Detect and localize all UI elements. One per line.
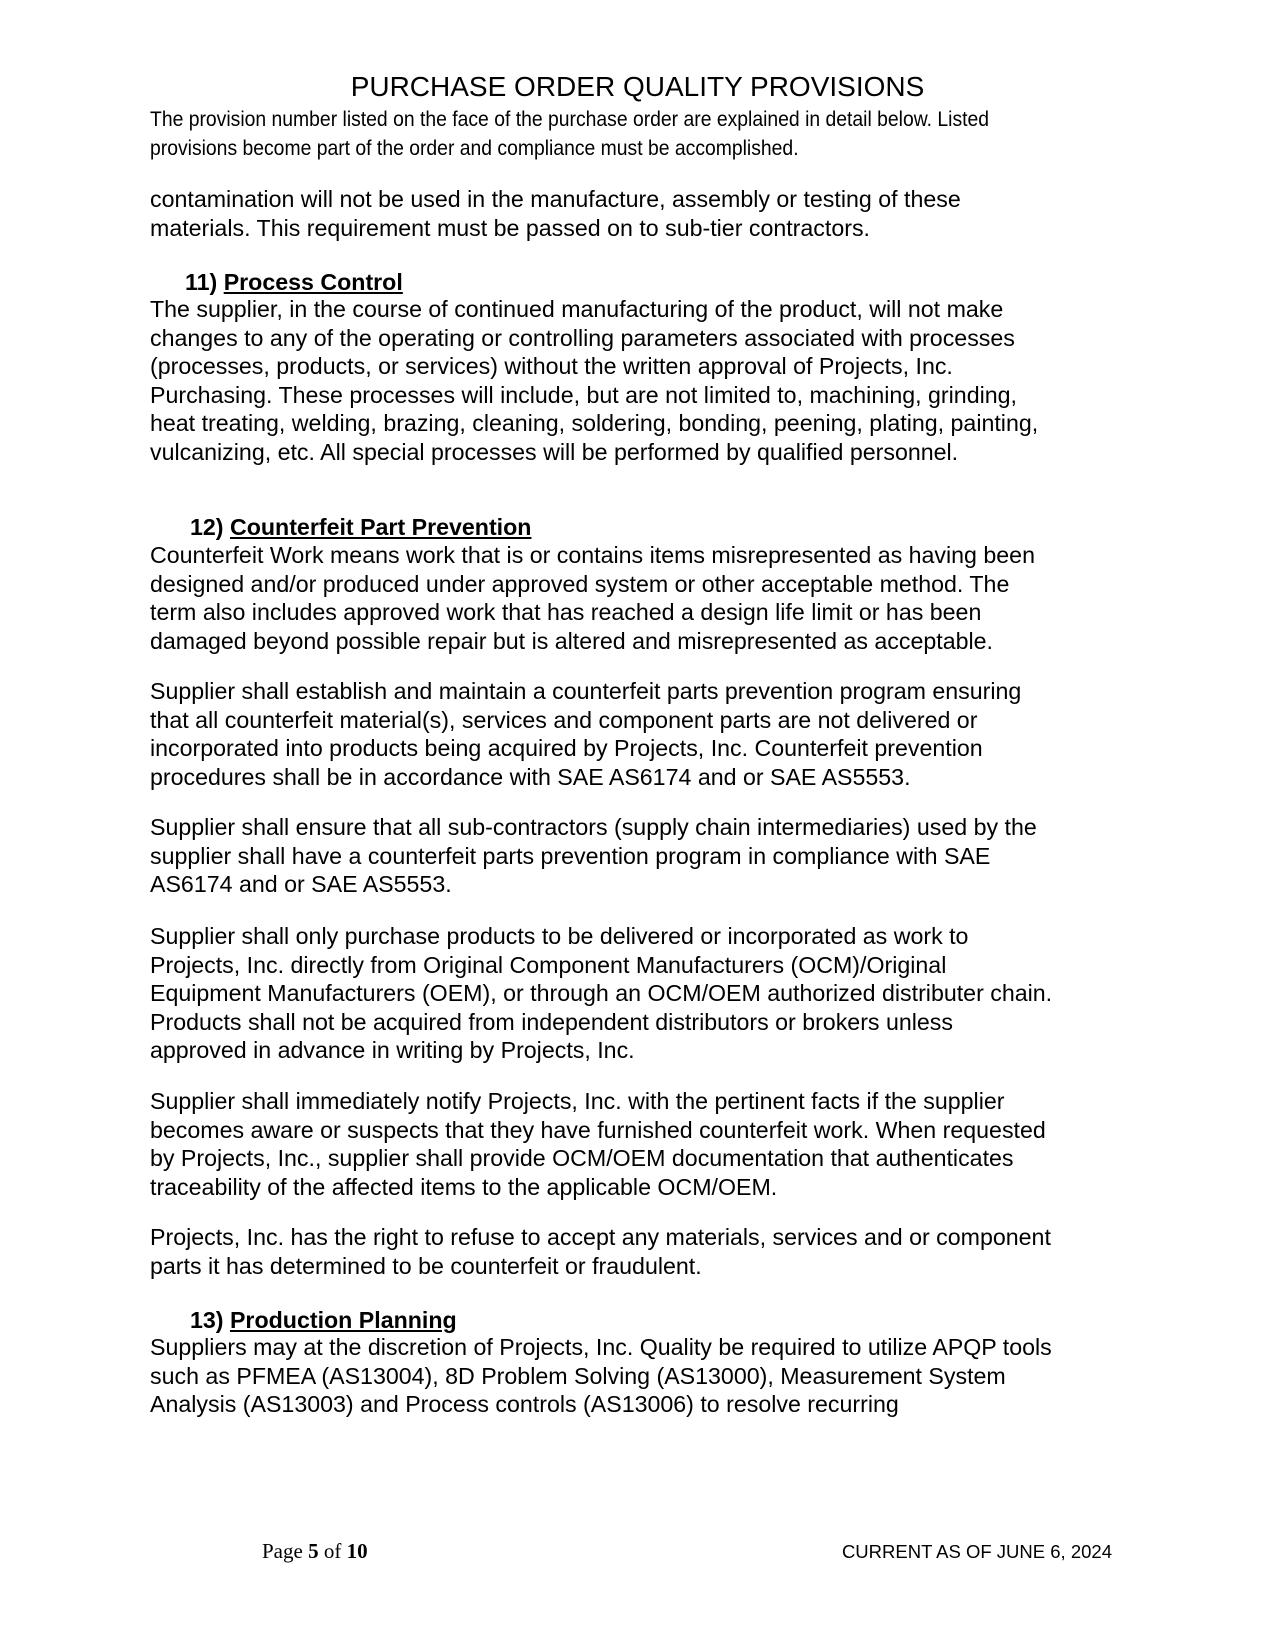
text-line: Supplier shall establish and maintain a counterfeit parts prevention program ensuring [150, 678, 1022, 704]
text-line: procedures shall be in accordance with SAE AS6174 and or SAE AS5553. [150, 763, 911, 790]
text-line: Purchasing. These processes will include, but are not limited to, machining, grinding, [150, 381, 1017, 408]
paragraph [150, 813, 1150, 899]
text-line: approved in advance in writing by Projects, Inc. [150, 1037, 635, 1063]
text-line: Counterfeit Work means work that is or contains items misrepresented as having been [150, 542, 1035, 568]
text-line: Analysis (AS13003) and Process controls (AS13006) to resolve recurring [150, 1391, 899, 1417]
text-line: (processes, products, or services) without the written approval of Projects, Inc. [150, 353, 953, 379]
text-line: by Projects, Inc., supplier shall provide OCM/OEM documentation that authenticates [150, 1145, 1014, 1171]
text-line: Supplier shall ensure that all sub-contractors (supply chain intermediaries) used by the [150, 814, 1037, 840]
section-number: 12) [190, 514, 224, 540]
page-title: PURCHASE ORDER QUALITY PROVISIONS [350, 71, 925, 102]
text-line: parts it has determined to be counterfeit or fraudulent. [150, 1252, 702, 1279]
intro-text [150, 105, 1050, 163]
section-heading-production-planning [190, 1306, 457, 1334]
paragraph [150, 1333, 1150, 1419]
paragraph [150, 541, 1150, 655]
section-title: Process Control [223, 269, 403, 295]
paragraph [150, 677, 1150, 791]
section-title: Production Planning [229, 1307, 457, 1333]
text-line: Supplier shall only purchase products to be delivered or incorporated as work to [150, 923, 969, 949]
text-line: designed and/or produced under approved system or other acceptable method. The [150, 570, 1010, 597]
paragraph [150, 295, 1150, 466]
text-line: incorporated into products being acquired by Projects, Inc. Counterfeit prevention [150, 735, 983, 761]
intro-line: provisions become part of the order and compliance must be accomplished. [150, 136, 799, 160]
section-heading-process-control [185, 268, 403, 296]
page-current: 5 [308, 1539, 319, 1563]
paragraph [150, 1087, 1150, 1201]
text-line: term also includes approved work that has reached a design life limit or has been [150, 599, 982, 625]
text-line: traceability of the affected items to the applicable OCM/OEM. [150, 1173, 778, 1200]
text-line: damaged beyond possible repair but is altered and misrepresented as acceptable. [150, 627, 994, 654]
page-prefix: Page [262, 1539, 303, 1563]
text-line: such as PFMEA (AS13004), 8D Problem Solving (AS13000), Measurement System [150, 1362, 1006, 1389]
text-line: Equipment Manufacturers (OEM), or through an OCM/OEM authorized distributer chain. [150, 980, 1053, 1006]
section-heading-counterfeit-part-prevention [190, 513, 531, 541]
text-line: The supplier, in the course of continued manufacturing of the product, will not make [150, 296, 1004, 322]
text-line: heat treating, welding, brazing, cleaning, soldering, bonding, peening, plating, painting, [150, 410, 1039, 436]
text-line: becomes aware or suspects that they have furnished counterfeit work. When requested [150, 1116, 1046, 1143]
text-line: Suppliers may at the discretion of Projects, Inc. Quality be required to utilize APQP tools [150, 1334, 1052, 1360]
paragraph [150, 1223, 1150, 1280]
text-line: materials. This requirement must be passed on to sub-tier contractors. [150, 214, 870, 241]
text-line: contamination will not be used in the manufacture, assembly or testing of these [150, 186, 961, 212]
text-line: that all counterfeit material(s), services and component parts are not delivered or [150, 706, 978, 733]
text-line: AS6174 and or SAE AS5553. [150, 871, 452, 897]
continuation-paragraph [150, 185, 1150, 242]
text-line: vulcanizing, etc. All special processes will be performed by qualified personnel. [150, 438, 959, 465]
page-separator: of [323, 1539, 342, 1563]
text-line: Projects, Inc. has the right to refuse to accept any materials, services and or component [150, 1224, 1051, 1250]
section-number: 13) [190, 1307, 224, 1333]
page-number [262, 1538, 368, 1564]
text-line: changes to any of the operating or controlling parameters associated with processes [150, 324, 1015, 351]
intro-line: The provision number listed on the face of the purchase order are explained in detail below. Listed [150, 107, 990, 131]
revision-date: CURRENT AS OF JUNE 6, 2024 [841, 1541, 1112, 1562]
section-title: Counterfeit Part Prevention [229, 514, 532, 540]
page-total: 10 [346, 1539, 368, 1563]
paragraph [150, 922, 1150, 1065]
section-number: 11) [185, 269, 218, 295]
text-line: Projects, Inc. directly from Original Component Manufacturers (OCM)/Original [150, 951, 947, 978]
text-line: Products shall not be acquired from independent distributors or brokers unless [150, 1008, 953, 1035]
text-line: supplier shall have a counterfeit parts prevention program in compliance with SAE [150, 842, 991, 869]
text-line: Supplier shall immediately notify Projects, Inc. with the pertinent facts if the supplier [150, 1088, 1005, 1114]
